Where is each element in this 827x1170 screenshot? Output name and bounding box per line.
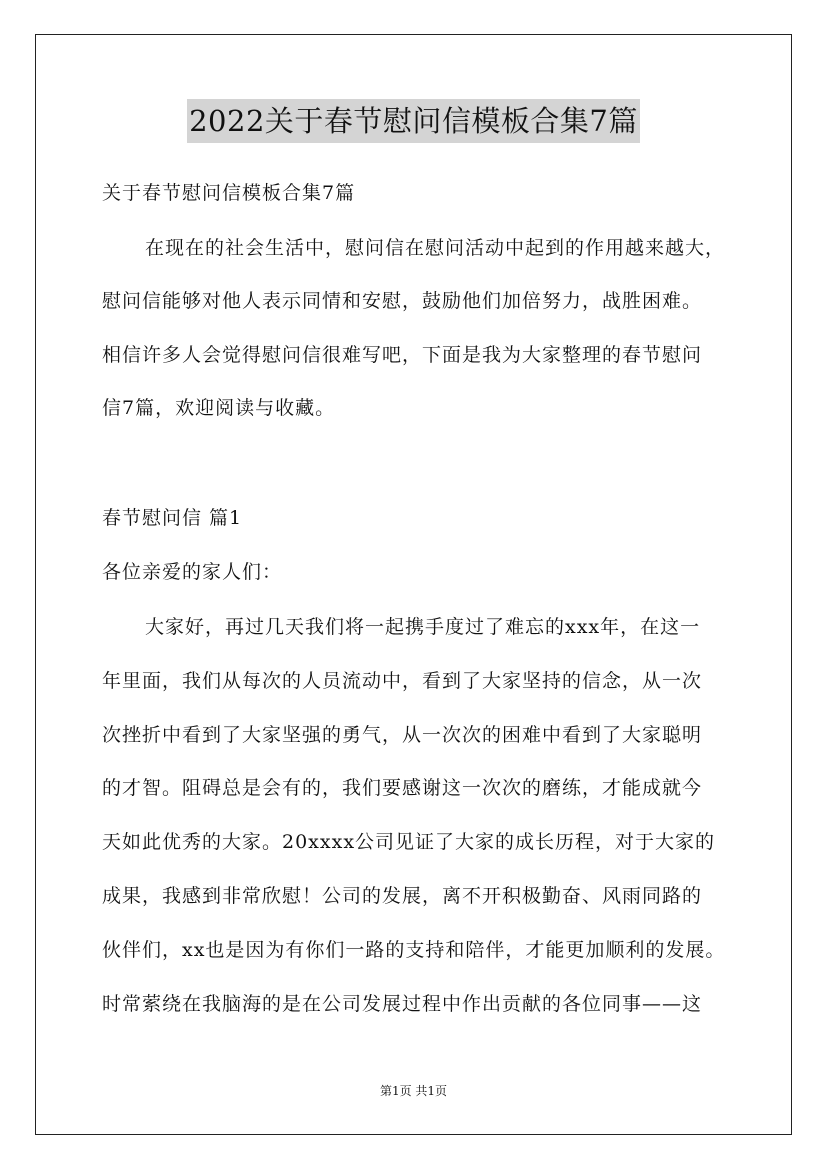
body-line: 成果，我感到非常欣慰！公司的发展，离不开积极勤奋、风雨同路的 — [102, 885, 703, 907]
body-line: 时常萦绕在我脑海的是在公司发展过程中作出贡献的各位同事——这 — [102, 993, 703, 1015]
title-container — [0, 99, 827, 143]
intro-line: 在现在的社会生活中，慰问信在慰问活动中起到的作用越来越大， — [145, 237, 726, 259]
body-line: 伙伴们，xx也是因为有你们一路的支持和陪伴，才能更加顺利的发展。 — [102, 939, 726, 961]
body-line: 次挫折中看到了大家坚强的勇气，从一次次的困难中看到了大家聪明 — [102, 724, 703, 746]
body-line: 大家好，再过几天我们将一起携手度过了难忘的xxx年，在这一 — [145, 616, 701, 638]
body-line: 的才智。阻碍总是会有的，我们要感谢这一次次的磨练，才能成就今 — [102, 777, 703, 799]
body-line: 天如此优秀的大家。20xxxx公司见证了大家的成长历程，对于大家的 — [102, 831, 716, 853]
document-subtitle: 关于春节慰问信模板合集7篇 — [102, 182, 356, 204]
page-footer: 第1页 共1页 — [379, 1084, 448, 1098]
body-line: 年里面，我们从每次的人员流动中，看到了大家坚持的信念，从一次 — [102, 670, 703, 692]
section-heading: 春节慰问信 篇1 — [102, 507, 243, 529]
intro-line: 慰问信能够对他人表示同情和安慰，鼓励他们加倍努力，战胜困难。 — [102, 290, 703, 312]
document-title: 2022关于春节慰问信模板合集7篇 — [187, 99, 640, 143]
intro-line: 信7篇，欢迎阅读与收藏。 — [102, 397, 336, 419]
intro-line: 相信许多人会觉得慰问信很难写吧，下面是我为大家整理的春节慰问 — [102, 344, 703, 366]
salutation: 各位亲爱的家人们： — [102, 561, 283, 583]
